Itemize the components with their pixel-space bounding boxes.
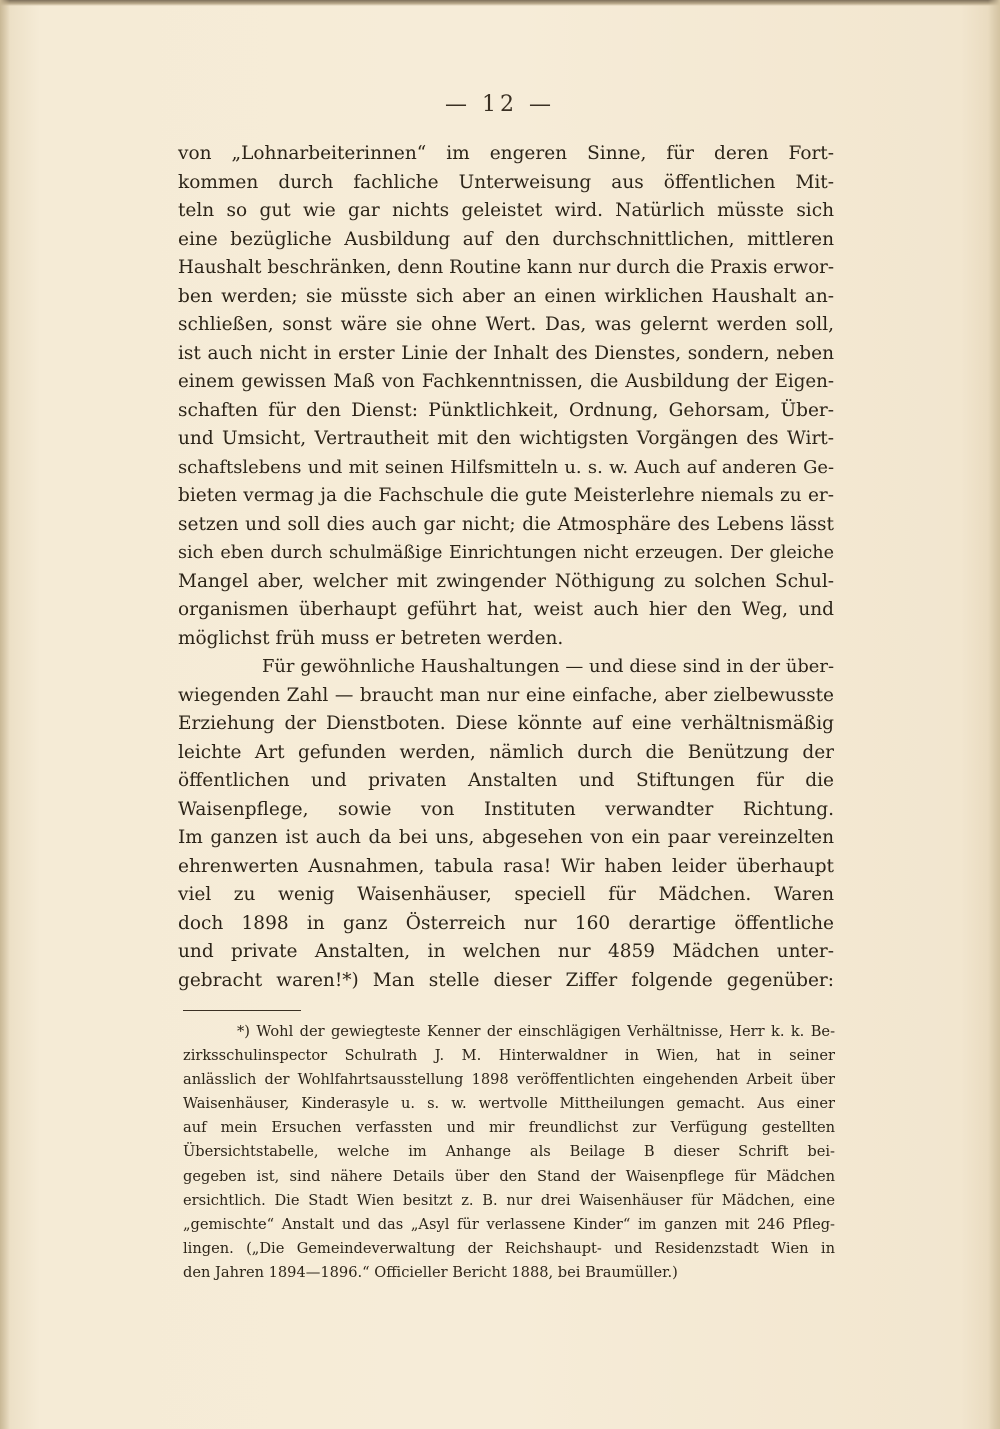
footnote-line: den Jahren 1894—1896.“ Officieller Bericht 1888, bei Braumüller.) (183, 1263, 678, 1281)
footnote-line: Übersichtstabelle, welche im Anhange als Beilage B dieser Schrift bei- (183, 1143, 835, 1161)
text-line: eine bezügliche Ausbildung auf den durchschnittlichen, mittleren (178, 228, 834, 250)
text-line: teln so gut wie gar nichts geleistet wird. Natürlich müsste sich (178, 200, 834, 221)
paragraph-start-line: Für gewöhnliche Haushaltungen — und diese sind in der über- (262, 656, 834, 677)
text-line: möglichst früh muss er betreten werden. (178, 627, 564, 649)
text-line: schaften für den Dienst: Pünktlichkeit, Ordnung, Gehorsam, Über- (178, 399, 834, 421)
footnote-line: auf mein Ersuchen verfassten und mir freundlichst zur Verfügung gestellten (183, 1119, 835, 1137)
footnote-line: „gemischte“ Anstalt und das „Asyl für verlassene Kinder“ im ganzen mit 246 Pfleg- (183, 1215, 835, 1233)
text-line: Im ganzen ist auch da bei uns, abgesehen von ein paar vereinzelten (178, 827, 834, 848)
text-line: Waisenpflege, sowie von Instituten verwandter Richtung. (178, 798, 834, 820)
text-line: Haushalt beschränken, denn Routine kann nur durch die Praxis erwor- (178, 257, 834, 278)
footnote-line: ersichtlich. Die Stadt Wien besitzt z. B. nur drei Waisenhäuser für Mädchen, eine (183, 1191, 835, 1209)
footnote-separator (183, 1010, 301, 1011)
text-line: wiegenden Zahl — braucht man nur eine einfache, aber zielbewusste (178, 684, 834, 706)
text-line: viel zu wenig Waisenhäuser, speciell für Mädchen. Waren (178, 884, 834, 905)
text-line: leichte Art gefunden werden, nämlich durch die Benützung der (178, 741, 834, 763)
text-line: gebracht waren!*) Man stelle dieser Ziffer folgende gegenüber: (178, 969, 834, 991)
footnote-line: *) Wohl der gewiegteste Kenner der einschlägigen Verhältnisse, Herr k. k. Be- (237, 1023, 835, 1040)
text-line: schließen, sonst wäre sie ohne Wert. Das, was gelernt werden soll, (178, 314, 834, 335)
text-line: einem gewissen Maß von Fachkenntnissen, die Ausbildung der Eigen- (178, 371, 834, 392)
text-line: ehrenwerten Ausnahmen, tabula rasa! Wir haben leider überhaupt (178, 855, 834, 877)
text-line: öffentlichen und privaten Anstalten und Stiftungen für die (178, 770, 834, 791)
text-line: und private Anstalten, in welchen nur 4859 Mädchen unter- (178, 941, 834, 962)
footnote-line: anlässlich der Wohlfahrtsausstellung 1898 veröffentlichten eingehenden Arbeit über (183, 1071, 835, 1089)
text-line: Mangel aber, welcher mit zwingender Nöthigung zu solchen Schul- (178, 570, 834, 592)
text-line: organismen überhaupt geführt hat, weist auch hier den Weg, und (178, 599, 834, 620)
footnote-line: gegeben ist, sind nähere Details über den Stand der Waisenpflege für Mädchen (183, 1167, 835, 1185)
text-line: ben werden; sie müsste sich aber an einen wirklichen Haushalt an- (178, 285, 834, 307)
page-top-shadow (0, 0, 1000, 6)
footnote-line: Waisenhäuser, Kinderasyle u. s. w. wertvolle Mittheilungen gemacht. Aus einer (183, 1095, 835, 1113)
page-left-edge (0, 0, 10, 1429)
text-line: doch 1898 in ganz Österreich nur 160 derartige öffentliche (178, 912, 834, 934)
text-line: setzen und soll dies auch gar nicht; die Atmosphäre des Lebens lässt (178, 513, 834, 535)
text-line: schaftslebens und mit seinen Hilfsmitteln u. s. w. Auch auf anderen Ge- (178, 456, 834, 478)
text-line: Erziehung der Dienstboten. Diese könnte auf eine verhältnismäßig (178, 713, 834, 734)
body-text (178, 140, 834, 995)
text-line: sich eben durch schulmäßige Einrichtungen nicht erzeugen. Der gleiche (178, 543, 834, 563)
text-line: ist auch nicht in erster Linie der Inhalt des Dienstes, sondern, neben (178, 342, 834, 364)
text-line: und Umsicht, Vertrautheit mit den wichtigsten Vorgängen des Wirt- (178, 428, 834, 449)
footnote-line: lingen. („Die Gemeindeverwaltung der Reichshaupt- und Residenzstadt Wien in (183, 1239, 835, 1257)
text-line: von „Lohnarbeiterinnen“ im engeren Sinne, für deren Fort- (178, 143, 834, 164)
text-line: bieten vermag ja die Fachschule die gute Meisterlehre niemals zu er- (178, 485, 834, 506)
text-line: kommen durch fachliche Unterweisung aus öffentlichen Mit- (178, 171, 834, 193)
footnote-line: zirksschulinspector Schulrath J. M. Hinterwaldner in Wien, hat in seiner (183, 1047, 835, 1065)
page-right-edge (988, 0, 1000, 1429)
footnote (183, 1020, 835, 1285)
page-number: — 12 — (445, 92, 555, 117)
